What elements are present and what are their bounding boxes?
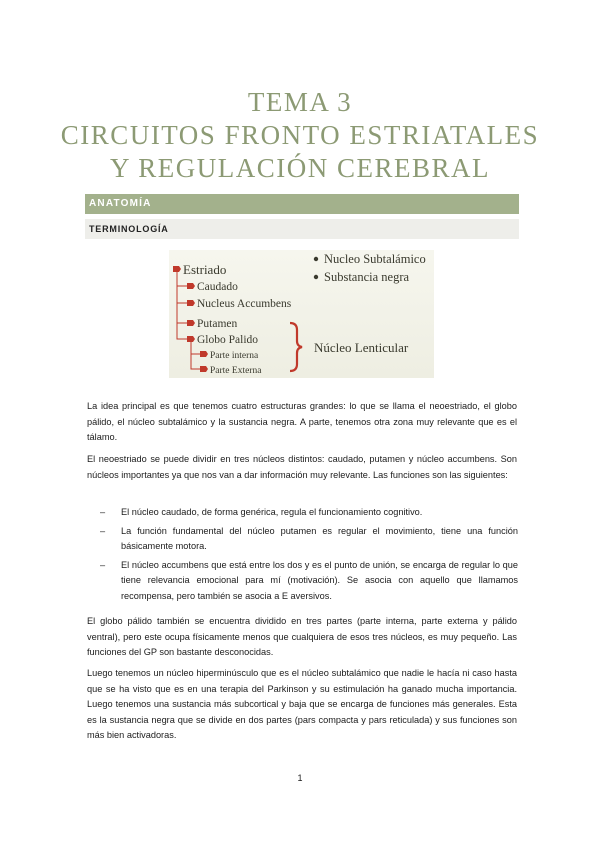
document-title (0, 86, 600, 185)
tree-item-putamen: Putamen (197, 318, 238, 330)
arrow-icon (187, 320, 195, 326)
basal-ganglia-figure (169, 250, 434, 378)
list-item (100, 505, 518, 521)
tree-item-parte-externa: Parte Externa (210, 366, 262, 376)
figure-svg (169, 250, 434, 378)
bullet-dash: – (100, 507, 106, 517)
paragraph-4: Luego tenemos un núcleo hiperminúsculo que es el núcleo subtalámico que nadie le hacía ni caso hasta que se ha visto que es en una terapia del Parkinson y su estimulación ha ganado mucha importancia. Luego tenemos una sustancia más subcortical y baja que se encarga de funciones más generales. Esta es la sustancia negra que se divide en dos partes (pars compacta y pars reticulada) y sus funciones son más bien activadoras. (87, 668, 517, 740)
list-item (100, 524, 518, 555)
list-item-substancia-negra: Substancia negra (324, 270, 410, 284)
tree-labels (183, 262, 292, 376)
list-bullet (314, 257, 318, 261)
tree-item-parte-interna: Parte interna (210, 351, 259, 361)
bullet-text: El núcleo accumbens que está entre los dos y es el punto de unión, se encarga de regular lo que tiene relevancia emocional para mí (motivación). Se asocia con aquello que llamamos recompensa, pero también se asocia a E aversivos. (121, 559, 518, 601)
paragraph-2: El neoestriado se puede dividir en tres núcleos distintos: caudado, putamen y núcleo accumbens. Son núcleos importantes ya que nos van a dar información muy relevante. Las funciones son las siguientes: (87, 454, 517, 480)
bullet-dash: – (100, 525, 106, 536)
section-header-anatomia: ANATOMÍA (85, 194, 519, 214)
tree-item-accumbens: Nucleus Accumbens (197, 298, 292, 310)
title-line-2: CIRCUITOS FRONTO ESTRIATALES (60, 120, 540, 150)
arrow-icon (200, 351, 208, 357)
title-line-1: TEMA 3 (247, 87, 353, 117)
list-item-subtalamico: Nucleo Subtalámico (324, 252, 426, 266)
arrow-icon (187, 336, 195, 342)
bullet-text: El núcleo caudado, de forma genérica, regula el funcionamiento cognitivo. (121, 507, 423, 517)
bullet-dash: – (100, 559, 106, 570)
figure-list (314, 252, 426, 284)
arrow-icon (187, 300, 195, 306)
arrow-icon (173, 266, 181, 272)
paragraph-3: El globo pálido también se encuentra dividido en tres partes (parte interna, parte externa y pálido ventral), pero este ocupa físicamente menos que cualquiera de esos tres núcleos, es muy pequeño. Las funciones del GP son bastante desconocidas. (87, 616, 517, 657)
bracket-label: Núcleo Lenticular (314, 340, 409, 355)
arrow-icon (200, 366, 208, 372)
functions-list (100, 505, 518, 604)
tree-item-caudado: Caudado (197, 281, 238, 293)
tree-item-estriado: Estriado (183, 262, 227, 277)
subsection-header-terminologia: TERMINOLOGÍA (85, 219, 519, 239)
list-bullet (314, 275, 318, 279)
arrow-icon (187, 283, 195, 289)
list-item (100, 558, 518, 605)
page-number: 1 (297, 773, 303, 783)
bullet-text: La función fundamental del núcleo putamen es regular el movimiento, tiene una función básicamente motora. (121, 525, 518, 551)
title-line-3: Y REGULACIÓN CEREBRAL (110, 153, 490, 183)
paragraph-1: La idea principal es que tenemos cuatro estructuras grandes: lo que se llama el neoestriado, el globo pálido, el núcleo subtalámico y la sustancia negra. A parte, tenemos otra zona muy relevante que es el tálamo. (87, 401, 517, 442)
bracket-icon (290, 323, 302, 371)
tree-item-globo-palido: Globo Palido (197, 334, 259, 346)
